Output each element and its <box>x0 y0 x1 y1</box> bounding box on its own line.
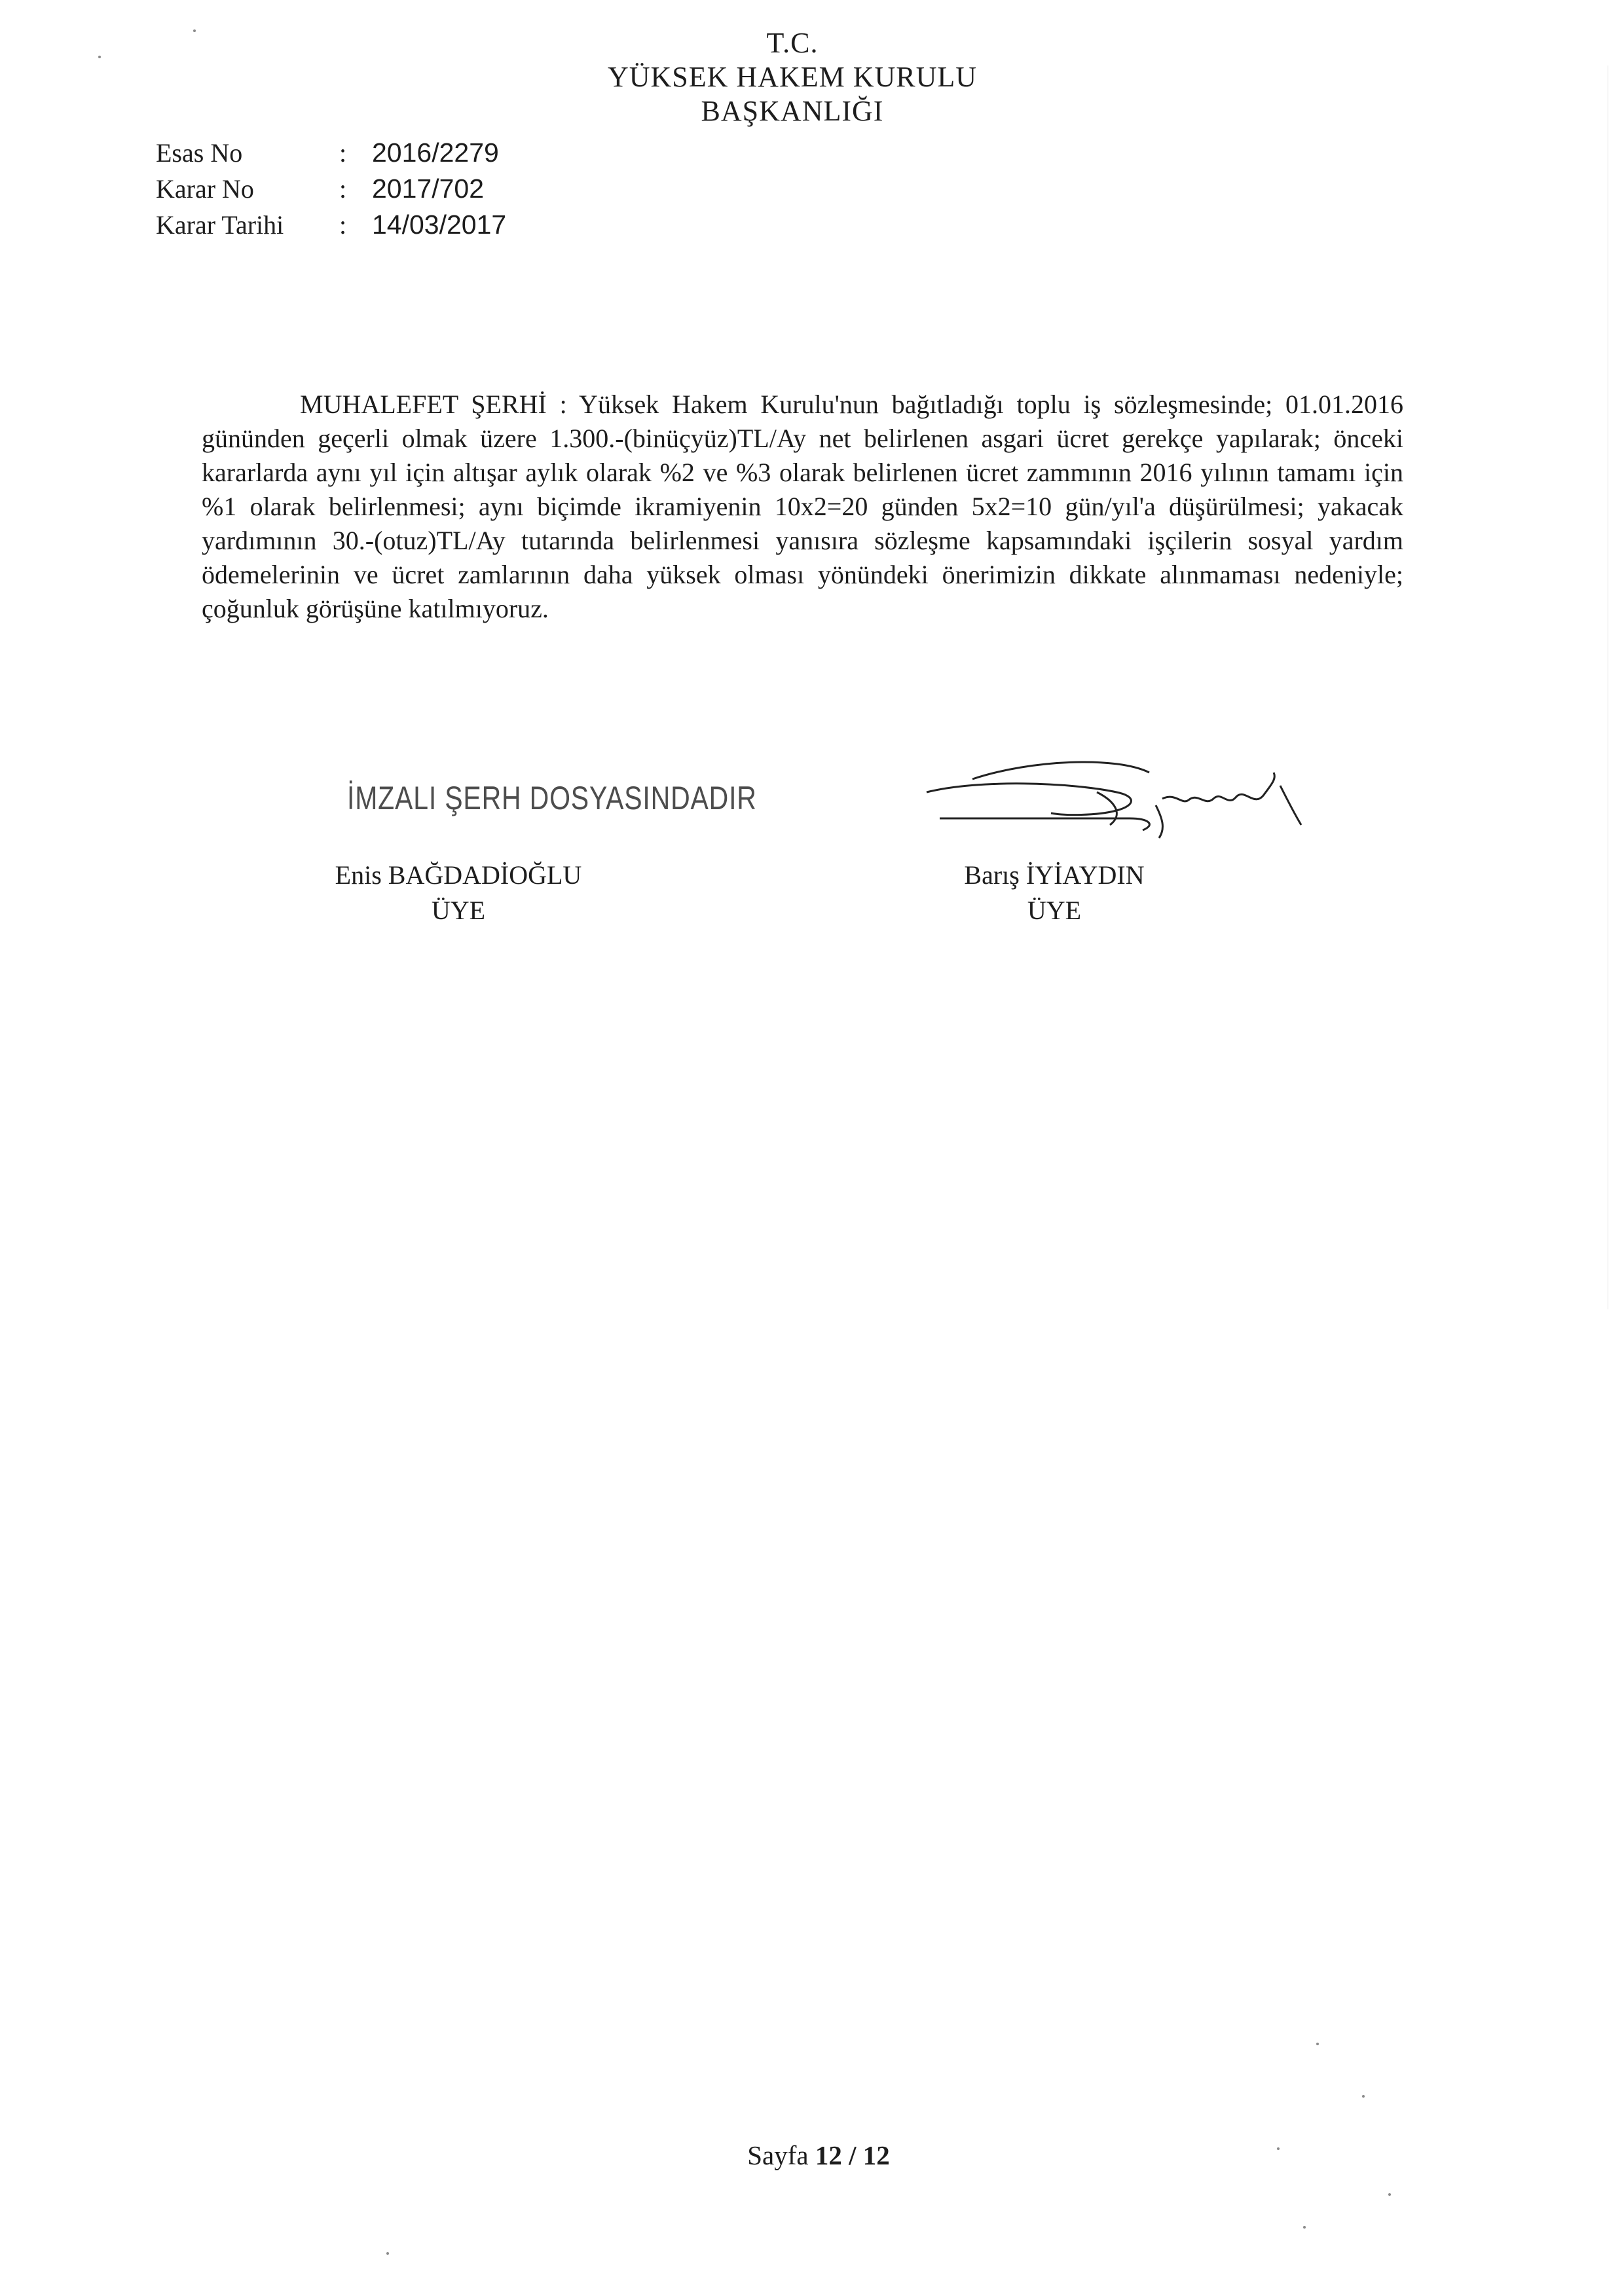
scan-speck <box>1303 2226 1306 2229</box>
signatory-left <box>285 858 632 928</box>
page-total: 12 <box>862 2140 890 2170</box>
esas-value: 2016/2279 <box>372 137 499 168</box>
handwritten-signature <box>900 753 1306 845</box>
header-presidency: BAŞKANLIĞI <box>701 95 884 127</box>
scan-speck <box>98 56 101 58</box>
signatory-role: ÜYE <box>1027 896 1082 925</box>
case-metadata <box>156 135 506 243</box>
dissent-text <box>202 388 1403 626</box>
esas-row <box>156 135 506 171</box>
esas-label: Esas No <box>156 138 243 168</box>
scan-speck <box>1277 2147 1280 2150</box>
esas-colon: : <box>339 138 347 168</box>
tarih-colon: : <box>339 210 347 240</box>
karar-row <box>156 171 506 207</box>
scan-speck <box>1388 2193 1391 2196</box>
tarih-value: 14/03/2017 <box>372 210 507 240</box>
karar-label: Karar No <box>156 174 254 204</box>
scan-speck <box>1362 2095 1365 2098</box>
signatory-role: ÜYE <box>431 896 486 925</box>
page-current: 12 <box>815 2140 842 2170</box>
header-country: T.C. <box>766 27 819 59</box>
scan-speck <box>193 29 196 32</box>
scan-speck <box>386 2252 389 2255</box>
page-prefix: Sayfa <box>747 2140 809 2170</box>
signatory-right <box>917 858 1192 928</box>
header-board-name: YÜKSEK HAKEM KURULU <box>607 61 978 93</box>
tarih-label: Karar Tarihi <box>156 210 284 240</box>
scan-speck <box>1316 2043 1319 2045</box>
page-number <box>655 2140 982 2171</box>
signatory-name: Barış İYİAYDIN <box>964 860 1145 890</box>
signed-dissent-stamp: İMZALI ŞERH DOSYASINDADIR <box>347 780 757 816</box>
institution-header <box>498 26 1087 128</box>
tarih-row <box>156 207 506 243</box>
karar-colon: : <box>339 174 347 204</box>
page-separator: / <box>849 2140 857 2170</box>
karar-value: 2017/702 <box>372 173 485 204</box>
dissent-paragraph: MUHALEFET ŞERHİ : Yüksek Hakem Kurulu'nun bağıtladığı toplu iş sözleşmesinde; 01.01.2016 gününden geçerli olmak üzere 1.300.-(binüçyüz)TL/Ay net belirlenen asgari ücret gerekçe yapılarak; önceki kararlarda aynı yıl için altışar aylık olarak %2 ve %3 olarak belirlenen ücret zammının 2016 yılının tamamı için %1 olarak belirlenmesi; aynı biçimde ikramiyenin 10x2=20 günden 5x2=10 gün/yıl'a düşürülmesi; yakacak yardımının 30.-(otuz)TL/Ay tutarında belirlenmesi yanısıra sözleşme kapsamındaki işçilerin sosyal yardım ödemelerinin ve ücret zamlarının daha yüksek olması yönündeki önerimizin dikkate alınmaması nedeniyle; çoğunluk görüşüne katılmıyoruz. <box>202 390 1403 623</box>
signatory-name: Enis BAĞDADİOĞLU <box>335 860 582 890</box>
